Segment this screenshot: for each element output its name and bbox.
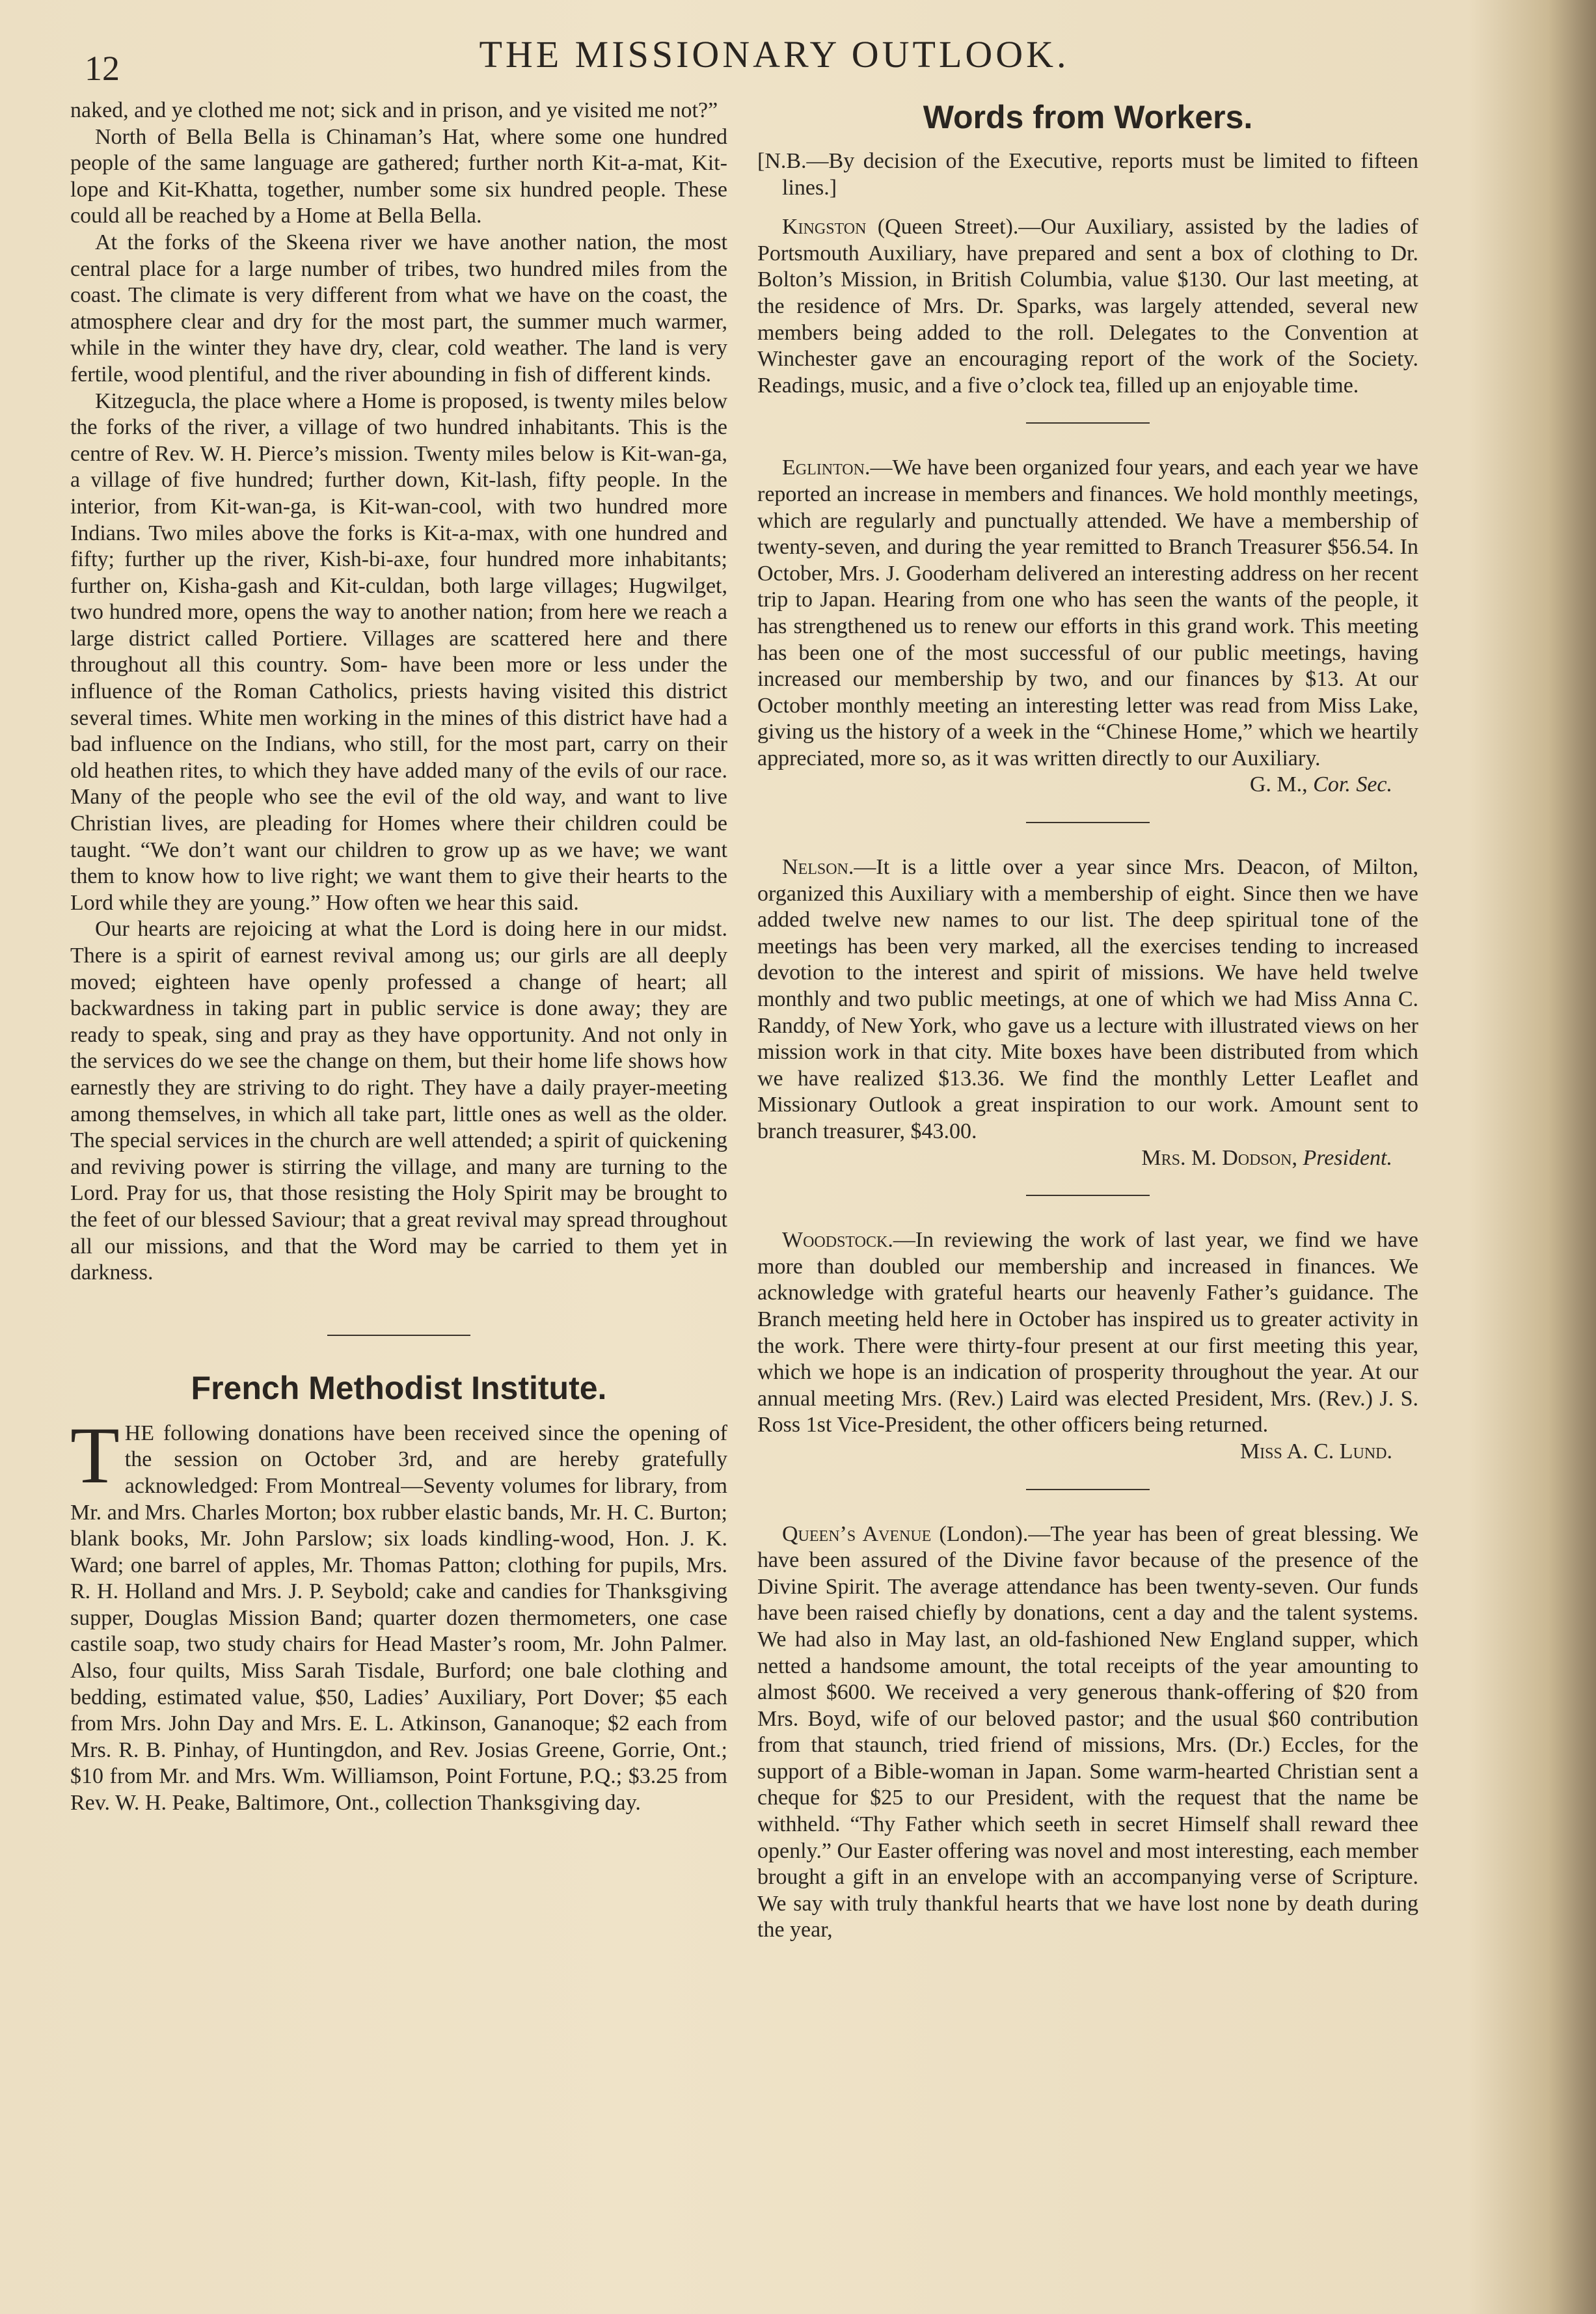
paragraph: naked, and ye clothed me not; sick and in prison, and ye visited me not?” xyxy=(70,98,718,122)
report-signature: Mrs. M. Dodson, President. xyxy=(1141,1145,1392,1170)
report-nelson xyxy=(757,854,1418,1145)
report-text: (Queen Street).—Our Auxiliary, assisted by the ladies of Portsmouth Auxiliary, have prepared and sent a box of clothing to Dr. Bolton’s Mission, in British Columbia, value $130. Our last meeting, at the residence of Mrs. Dr. Sparks, was largely attended, several new members being added to the roll. Delegates to the Convention at Winchester gave an encouraging report of the work of the Society. Readings, music, and a five o’clock tea, filled up an enjoyable time. xyxy=(757,215,1418,398)
report-divider xyxy=(1026,422,1150,424)
report-eglinton xyxy=(757,455,1418,772)
paragraph: Kitzegucla, the place where a Home is proposed, is twenty miles below the forks of the river, a village of two hundred inhabitants. This is the centre of Rev. W. H. Pierce’s mission. Twenty miles below is Kit-wan-ga, a village of five hundred; further down, Kit-lash, fifty people. In the interior, from Kit-wan-ga, is Kit-wan-cool, with two hundred more Indians. Two miles above the forks is Kit-a-max, with one hundred and fifty; further up the river, Kish-bi-axe, four hundred more inhabitants; further on, Kisha-gash and Kit-culdan, both large villages; Hugwilget, two hundred more, opens the way to another nation; from here we reach a large district called Portiere. Villages are scattered here and there throughout all this country. Som- have been more or less under the influence of the Roman Catholics, priests having visited this district several times. White men working in the mines of this district have had a bad influence on the Indians, who still, for the most part, carry on their old heathen rites, to which they have added many of the evils of our race. Many of the people who see the evil of the old way, and want to live Christian lives, are pleading for Homes where their children could be taught. “We don’t want our children to grow up as we have; we want them to know how to live right; we want them to give their hearts to the Lord while they are young.” How often we hear this said. xyxy=(70,388,727,915)
page-number: 12 xyxy=(85,49,120,88)
running-title: THE MISSIONARY OUTLOOK. xyxy=(479,33,1070,75)
article-body-french-methodist-institute xyxy=(70,1410,727,1817)
paragraph: Our hearts are rejoicing at what the Lord is doing here in our midst. There is a spirit of earnest revival among us; our girls are all deeply moved; eighteen have openly professed a change of heart; all backwardness in taking part in public service is done away; they are ready to speak, sing and pray as they have opportunity. And not only in the services do we see the change on them, but their home life shows how earnestly they are striving to do right. They have a daily prayer-meeting among themselves, in which all take part, little ones as well as the older. The special services in the church are well attended; a spirit of quickening and reviving power is stirring the village, and many are turning to the Lord. Pray for us, that those resisting the Holy Spirit may be brought to the feet of our blessed Saviour; that a great revival may spread throughout all our missions, and that the Word may be carried to them yet in darkness. xyxy=(70,917,727,1285)
article-title-words-from-workers: Words from Workers. xyxy=(923,99,1253,135)
right-column xyxy=(757,98,1418,1944)
report-text: (London).—The year has been of great blessing. We have been assured of the Divine favor because of the presence of the Divine Spirit. The average attendance has been twenty-seven. Our funds have been raised chiefly by donations, cent a day and the talent systems. We had also in May last, an old-fashioned New England supper, which netted a handsome amount, the total receipts of the year amounting to almost $600. We received a very generous thank-offering of $20 from Mrs. Boyd, wife of our beloved pastor; and the usual $60 contribution from that staunch, tried friend of missions, Mrs. (Dr.) Eccles, for the support of a Bible-woman in Japan. Some warm-hearted Christian sent a cheque for $25 to our President, with the request that the name be withheld. “Thy Father which seeth in secret Himself shall reward thee openly.” Our Easter offering was novel and most interesting, each member brought a gift in an envelope with an accompanying verse of Scripture. We say with truly thankful hearts that we have lost none by death during the year, xyxy=(757,1521,1419,1942)
report-place: Kingston xyxy=(782,215,867,239)
article-text: HE following donations have been received since the opening of the session on October 3rd, and are hereby gratefully acknowledged: From Montreal—Seventy volumes for library, from Mr. and Mrs. Charles Morton; box rubber elastic bands, Mr. H. C. Burton; blank books, Mr. John Parslow; six loads kindling-wood, Hon. J. K. Ward; one barrel of apples, Mr. Thomas Patton; clothing for pupils, Mrs. R. H. Holland and Mrs. J. P. Seybold; cake and candies for Thanksgiving supper, Douglas Mission Band; quarter dozen thermometers, one case castile soap, two study chairs for Head Master’s room, Mr. John Palmer. Also, four quilts, Miss Sarah Tisdale, Burford; one bale clothing and bedding, estimated value, $50, Ladies’ Auxiliary, Port Dover; $5 each from Mrs. John Day and Mrs. E. L. Atkinson, Gananoque; $2 each from Mrs. R. B. Pinhay, of Huntingdon, and Rev. Josias Greene, Gorrie, Ont.; $10 from Mr. and Mrs. Wm. Williamson, Point Fortune, P.Q.; $3.25 from Rev. W. H. Peake, Baltimore, Ont., collection Thanksgiving day. xyxy=(70,1421,727,1816)
report-text: .—In reviewing the work of last year, we find we have more than doubled our membership and increased in finances. We acknowledge with grateful hearts our heavenly Father’s guidance. The Branch meeting held here in October has inspired us to greater activity in the work. There were thirty-four present at our first meeting this year, which we hope is an indication of prosperity throughout the year. At our annual meeting Mrs. (Rev.) Laird was elected President, Mrs. (Rev.) J. S. Ross 1st Vice-President, the other officers being returned. xyxy=(757,1228,1418,1437)
report-signature: G. M., Cor. Sec. xyxy=(1249,772,1392,797)
page-header xyxy=(72,26,1477,88)
report-divider xyxy=(1026,822,1150,823)
report-place: Queen’s Avenue xyxy=(782,1521,932,1546)
report-place: Nelson xyxy=(782,855,848,880)
report-text: .—It is a little over a year since Mrs. Deacon, of Milton, organized this Auxiliary with a membership of eight. Since then we have added twelve new names to our list. The deep spiritual tone of the meetings has been very marked, all the exercises tending to increased devotion to the interest and spirit of missions. We have held twelve monthly and two public meetings, at one of which we had Miss Anna C. Randdy, of New York, who gave us a lecture with illustrated views on her mission work in that city. Mite boxes have been distributed from which we have realized $13.36. We find the monthly Letter Leaflet and Missionary Outlook a great inspiration to our work. Amount sent to branch treasurer, $43.00. xyxy=(757,855,1418,1143)
report-divider xyxy=(1026,1195,1150,1196)
section-divider xyxy=(327,1335,470,1336)
report-queens-avenue xyxy=(757,1521,1418,1944)
report-text: .—We have been organized four years, and each year we have reported an increase in members and finances. We hold monthly meetings, which are regularly and punctually attended. We have a membership of twenty-seven, and during the year remitted to Branch Treasurer $56.54. In October, Mrs. J. Gooderham delivered an interesting address on her recent trip to Japan. Hearing from one who has seen the wants of the people, it has strengthened us to renew our efforts in this grand work. This meeting has been one of the most successful of our public meetings, having increased our membership by two, and our finances by $13. At our October monthly meeting an interesting letter was read from Miss Lake, giving us the history of a week in the “Chinese Home,” which we heartily appreciated, more so, as it was written directly to our Auxiliary. xyxy=(757,456,1418,770)
report-place: Woodstock xyxy=(782,1228,888,1253)
paragraph: At the forks of the Skeena river we have another nation, the most central place for a large number of tribes, two hundred miles from the coast. The climate is very different from what we have on the coast, the atmosphere clear and dry for the most part, the summer much warmer, while in the winter they have dry, clear, cold weather. The land is very fertile, wood plentiful, and the river abounding in fish of different kinds. xyxy=(70,230,727,387)
left-column xyxy=(70,98,727,1817)
drop-cap: T xyxy=(70,1410,120,1500)
report-kingston xyxy=(757,214,1418,399)
report-woodstock xyxy=(757,1227,1418,1439)
report-signature: Miss A. C. Lund. xyxy=(1239,1439,1392,1463)
report-place: Eglinton xyxy=(782,456,865,480)
report-divider xyxy=(1026,1489,1150,1490)
paragraph: North of Bella Bella is Chinaman’s Hat, where some one hundred people of the same language are gathered; further north Kit-a-mat, Kit-lope and Kit-Khatta, together, number some six hundred people. These could all be reached by a Home at Bella Bella. xyxy=(70,124,727,228)
editorial-note: [N.B.—By decision of the Executive, reports must be limited to fifteen lines.] xyxy=(757,149,1418,200)
article-title-french-methodist-institute: French Methodist Institute. xyxy=(191,1369,607,1406)
